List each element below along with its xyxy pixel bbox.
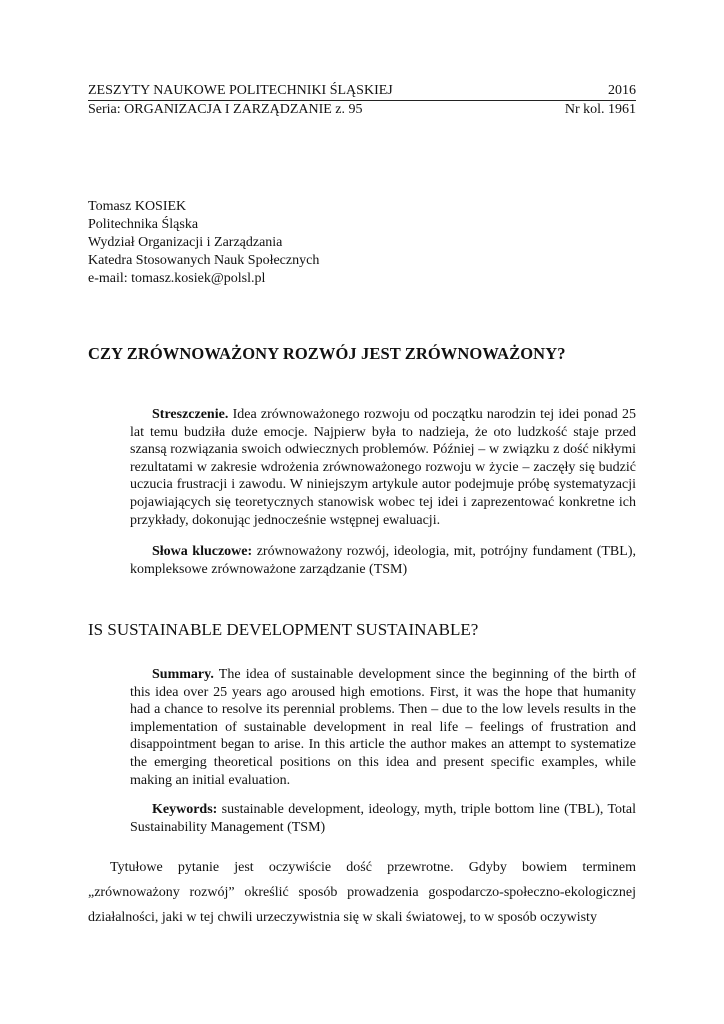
abstract-english	[130, 666, 636, 789]
keywords-english-text: sustainable development, ideology, myth, triple bottom line (TBL), Total Sustainability Management (TSM)	[130, 802, 637, 835]
abstract-english-label: Summary.	[152, 667, 214, 682]
journal-name: ZESZYTY NAUKOWE POLITECHNIKI ŚLĄSKIEJ	[88, 83, 393, 98]
journal-year: 2016	[608, 83, 636, 98]
abstract-polish	[130, 406, 636, 529]
series-header	[88, 101, 636, 118]
author-institution: Politechnika Śląska	[88, 217, 199, 232]
title-english: IS SUSTAINABLE DEVELOPMENT SUSTAINABLE?	[88, 620, 479, 639]
abstract-english-text: The idea of sustainable development since the beginning of the birth of this idea over 25 years ago aroused high emotions. First, it was the hope that humanity had a chance to resolve its perennial problems. Then – due to the low levels results in the implementation of sustainable development in real life – feelings of frustration and disappointment began to arise. In this article the author makes an attempt to systematize the emerging theoretical positions on this idea and present specific examples, while making an initial evaluation.	[130, 667, 636, 788]
author-department: Katedra Stosowanych Nauk Społecznych	[88, 253, 320, 268]
author-name: Tomasz KOSIEK	[88, 199, 187, 214]
author-block	[88, 198, 319, 288]
running-header	[88, 82, 636, 101]
author-faculty: Wydział Organizacji i Zarządzania	[88, 235, 283, 250]
body-text	[88, 855, 636, 930]
title-polish: CZY ZRÓWNOWAŻONY ROZWÓJ JEST ZRÓWNOWAŻONY?	[88, 344, 566, 363]
keywords-english-label: Keywords:	[152, 802, 218, 817]
keywords-polish-label: Słowa kluczowe:	[152, 544, 253, 559]
abstract-polish-text: Idea zrównoważonego rozwoju od początku narodzin tej idei ponad 25 lat temu budziła duże emocje. Najpierw była to nadzieja, że oto ludzkość staje przed szansą rozwiązania swoich odwiecznych problemów. Później – w związku z dość nikłymi rezultatami w zakresie wdrożenia zrównoważonego rozwoju w życie – zaczęły się budzić uczucia frustracji i zawodu. W niniejszym artykule autor podejmuje próbę systematyzacji pojawiających się teoretycznych stanowisk wobec tej idei i zaprezentować konkretne ich przykłady, dokonując jednocześnie wstępnej ewaluacji.	[130, 407, 637, 528]
keywords-polish-text: zrównoważony rozwój, ideologia, mit, potrójny fundament (TBL), kompleksowe zrównoważone zarządzanie (TSM)	[130, 544, 636, 577]
volume-number: Nr kol. 1961	[564, 102, 636, 117]
author-email: e-mail: tomasz.kosiek@polsl.pl	[88, 271, 266, 286]
keywords-english	[130, 801, 636, 836]
keywords-polish	[130, 543, 636, 578]
abstract-polish-label: Streszczenie.	[152, 407, 229, 422]
series-name: Seria: ORGANIZACJA I ZARZĄDZANIE z. 95	[88, 102, 363, 117]
body-paragraph: Tytułowe pytanie jest oczywiście dość przewrotne. Gdyby bowiem terminem „zrównoważony rozwój” określić sposób prowadzenia gospodarczo-społeczno-ekologicznej działalności, jaki w tej chwili urzeczywistnia się w skali światowej, to w sposób oczywisty	[88, 860, 636, 925]
